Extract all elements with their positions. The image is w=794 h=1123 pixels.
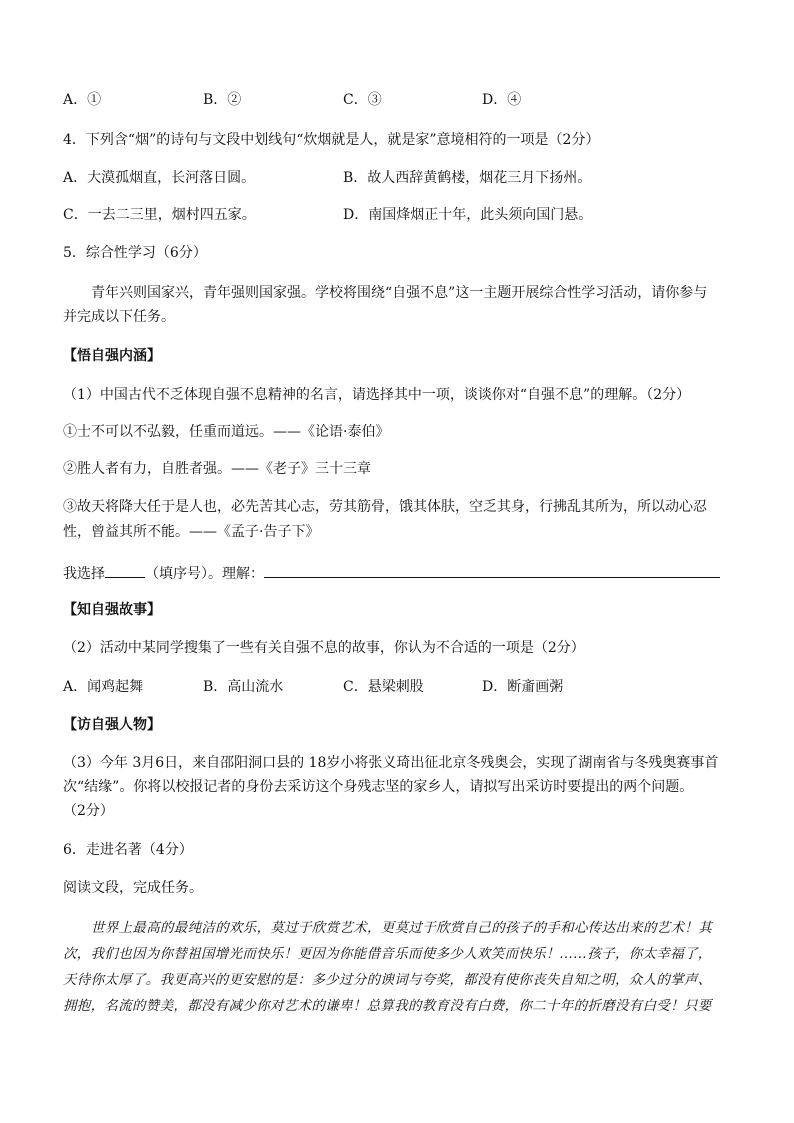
q4-option-c: C．一去二三里，烟村四五家。	[63, 207, 256, 223]
sub2-option-c: C．悬梁刺股	[343, 679, 424, 695]
quote-1: ①士不可以不弘毅，任重而道远。——《论语·泰伯》	[63, 424, 390, 440]
q6-title: 6．走进名著（4分）	[63, 842, 193, 858]
q4-option-d: D．南国烽烟正十年，此头须向国门悬。	[343, 207, 593, 223]
understanding-blank[interactable]	[264, 563, 720, 578]
excerpt-line3: 天待你太厚了。我更高兴的更安慰的是：多少过分的谀词与夸奖，都没有使你丧失自知之明，众人的掌声、	[63, 972, 712, 988]
q5-intro-line1: 青年兴则国家兴，青年强则国家强。学校将围绕“自强不息”这一主题开展综合性学习活动，请你参与	[91, 285, 708, 301]
q4-option-a: A．大漠孤烟直，长河落日圆。	[63, 170, 256, 186]
q5-title: 5．综合性学习（6分）	[63, 245, 207, 261]
q4-option-b: B．故人西辞黄鹤楼，烟花三月下扬州。	[343, 170, 592, 186]
excerpt-line1: 世界上最高的最纯洁的欢乐，莫过于欣赏艺术，更莫过于欣赏自己的孩子的手和心传达出来的艺术！其	[91, 920, 712, 936]
section-heading-wu: 【悟自强内涵】	[63, 348, 161, 364]
sub2-option-d: D．断齑画粥	[482, 679, 564, 695]
q6-instruction: 阅读文段，完成任务。	[63, 880, 203, 896]
answer-line	[63, 563, 720, 584]
section-heading-fang: 【访自强人物】	[63, 717, 161, 733]
q3-option-b: B．②	[203, 92, 242, 108]
quote-3-line1: ③故天将降大任于是人也，必先苦其心志，劳其筋骨，饿其体肤，空乏其身，行拂乱其所为，所以动心忍	[63, 499, 707, 515]
q5-sub1: （1）中国古代不乏体现自强不息精神的名言，请选择其中一项，谈谈你对“自强不息”的理解。（2分）	[63, 387, 691, 403]
excerpt-line2: 次，我们也因为你替祖国增光而快乐！更因为你能借音乐而使多少人欢笑而快乐！……孩子，你太幸福了，	[63, 946, 712, 962]
q5-sub3-line3: （2分）	[63, 803, 114, 819]
q5-sub3-line2: 次“结缘”。你将以校报记者的身份去采访这个身残志坚的家乡人，请拟写出采访时要提出的两个问题。	[63, 779, 694, 795]
q3-option-d: D．④	[482, 92, 522, 108]
section-heading-zhi: 【知自强故事】	[63, 602, 161, 618]
sub2-option-b: B．高山流水	[203, 679, 284, 695]
q5-intro-line2: 并完成以下任务。	[63, 309, 175, 325]
quote-2: ②胜人者有力，自胜者强。——《老子》三十三章	[63, 461, 371, 477]
quote-3-line2: 性，曾益其所不能。——《孟子·告子下》	[63, 524, 320, 540]
choose-prefix: 我选择	[63, 566, 105, 582]
choose-mid: （填序号）。理解：	[145, 566, 264, 582]
q3-option-c: C．③	[343, 92, 382, 108]
q5-sub3-line1: （3）今年 3月6日，来自邵阳洞口县的 18岁小将张义琦出征北京冬残奥会，实现了湖南省与冬残奥赛事首	[63, 755, 719, 771]
excerpt-line4: 拥抱，名流的赞美，都没有减少你对艺术的谦卑！总算我的教育没有白费，你二十年的折磨没有白受！只要	[63, 998, 712, 1014]
q3-option-a: A．①	[63, 92, 102, 108]
choice-blank[interactable]	[105, 563, 145, 578]
q4-stem: 4．下列含“烟”的诗句与文段中划线句“炊烟就是人，就是家”意境相符的一项是（2分）	[63, 132, 600, 148]
q5-sub2: （2）活动中某同学搜集了一些有关自强不息的故事，你认为不合适的一项是（2分）	[63, 640, 585, 656]
sub2-option-a: A．闻鸡起舞	[63, 679, 144, 695]
